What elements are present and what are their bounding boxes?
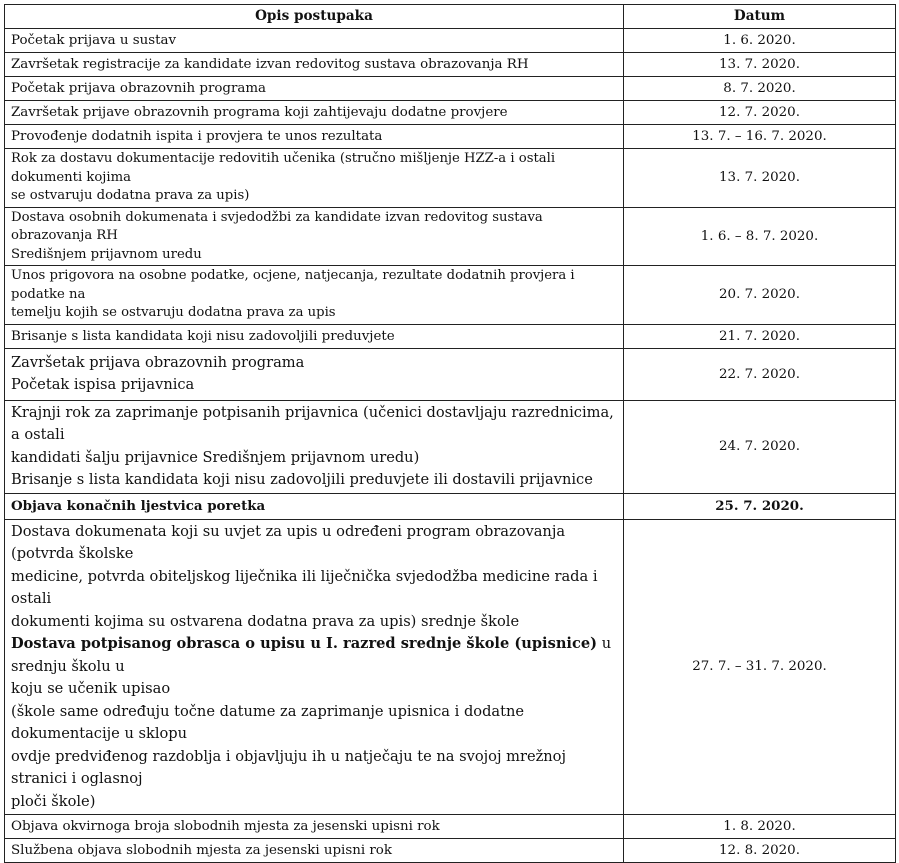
row-date: 12. 8. 2020.: [624, 839, 896, 863]
row-description: Objava okvirnoga broja slobodnih mjesta za jesenski upisni rok: [5, 815, 624, 839]
desc-line: koju se učenik upisao: [11, 680, 171, 697]
row-date: 20. 7. 2020.: [624, 266, 896, 325]
desc-line: Brisanje s lista kandidata koji nisu zadovoljili preduvjete ili dostavili prijavnice: [11, 471, 593, 488]
desc-line: ovdje predviđenog razdoblja i objavljuju ih u natječaju te na svojoj mrežnoj stranici i oglasnoj: [11, 747, 566, 787]
header-date: Datum: [624, 5, 896, 29]
table-row: [5, 125, 896, 149]
schedule-table: [4, 4, 896, 863]
table-row: [5, 839, 896, 863]
desc-line: dokumenti kojima su ostvarena dodatna prava za upis) srednje škole: [11, 612, 520, 630]
table-row: [5, 77, 896, 101]
desc-line: (škole same određuju točne datume za zaprimanje upisnica i dodatne dokumentacije u sklopu: [11, 702, 525, 742]
table-row: [5, 53, 896, 77]
table-row: [5, 493, 896, 519]
table-row: [5, 324, 896, 348]
table-row: [5, 348, 896, 400]
header-description: Opis postupaka: [5, 5, 624, 29]
desc-line: Rok za dostavu dokumentacije redovitih učenika (stručno mišljenje HZZ-a i ostali dokumenti kojima: [11, 151, 556, 185]
table-row: [5, 207, 896, 266]
row-description: [5, 207, 624, 266]
header-row: [5, 5, 896, 29]
desc-line: Dostava osobnih dokumenata i svjedodžbi za kandidate izvan redovitog sustava obrazovanja RH: [11, 209, 543, 243]
row-date: 25. 7. 2020.: [624, 493, 896, 519]
desc-line: Unos prigovora na osobne podatke, ocjene, natjecanja, rezultate dodatnih provjera i podatke na: [11, 268, 575, 302]
row-description: Službena objava slobodnih mjesta za jesenski upisni rok: [5, 839, 624, 863]
row-description: Objava konačnih ljestvica poretka: [5, 493, 624, 519]
row-date: 13. 7. 2020.: [624, 149, 896, 208]
row-date: 27. 7. – 31. 7. 2020.: [624, 519, 896, 815]
row-date: 1. 8. 2020.: [624, 815, 896, 839]
row-description: Završetak prijave obrazovnih programa koji zahtijevaju dodatne provjere: [5, 101, 624, 125]
row-date: 1. 6. – 8. 7. 2020.: [624, 207, 896, 266]
desc-line: medicine, potvrda obiteljskog liječnika ili liječnička svjedodžba medicine rada i ostali: [11, 567, 598, 607]
row-description: Završetak registracije za kandidate izvan redovitog sustava obrazovanja RH: [5, 53, 624, 77]
row-description: [5, 149, 624, 208]
row-description: Brisanje s lista kandidata koji nisu zadovoljili preduvjete: [5, 324, 624, 348]
table-row: [5, 149, 896, 208]
desc-line: temelju kojih se ostvaruju dodatna prava za upis: [11, 305, 336, 320]
table-row: [5, 266, 896, 325]
table-row: [5, 400, 896, 493]
row-date: 21. 7. 2020.: [624, 324, 896, 348]
desc-line: [11, 633, 617, 678]
row-date: 1. 6. 2020.: [624, 29, 896, 53]
row-date: 22. 7. 2020.: [624, 348, 896, 400]
row-description: Provođenje dodatnih ispita i provjera te unos rezultata: [5, 125, 624, 149]
row-date: 24. 7. 2020.: [624, 400, 896, 493]
desc-text: u srednju školu u: [11, 635, 612, 675]
table-row: [5, 519, 896, 815]
desc-line: Dostava dokumenata koji su uvjet za upis u određeni program obrazovanja (potvrda školske: [11, 522, 566, 562]
row-description: [5, 400, 624, 493]
row-date: 13. 7. 2020.: [624, 53, 896, 77]
desc-line: Krajnji rok za zaprimanje potpisanih prijavnica (učenici dostavljaju razrednicima, a ostali: [11, 403, 614, 443]
table-row: [5, 29, 896, 53]
row-date: 13. 7. – 16. 7. 2020.: [624, 125, 896, 149]
row-description: Početak prijava obrazovnih programa: [5, 77, 624, 101]
row-date: 8. 7. 2020.: [624, 77, 896, 101]
desc-line: se ostvaruju dodatna prava za upis): [11, 188, 250, 203]
row-date: 12. 7. 2020.: [624, 101, 896, 125]
desc-line: Središnjem prijavnom uredu: [11, 246, 202, 262]
table-row: [5, 101, 896, 125]
desc-line: Početak ispisa prijavnica: [11, 376, 195, 393]
desc-line: ploči škole): [11, 792, 96, 810]
table-row: [5, 815, 896, 839]
row-description: Početak prijava u sustav: [5, 29, 624, 53]
row-description: [5, 266, 624, 325]
row-description: [5, 519, 624, 815]
desc-line: Završetak prijava obrazovnih programa: [11, 353, 305, 371]
row-description: [5, 348, 624, 400]
bold-text: Dostava potpisanog obrasca o upisu u I. razred srednje škole (upisnice): [11, 635, 598, 652]
desc-line: kandidati šalju prijavnice Središnjem prijavnom uredu): [11, 448, 420, 466]
